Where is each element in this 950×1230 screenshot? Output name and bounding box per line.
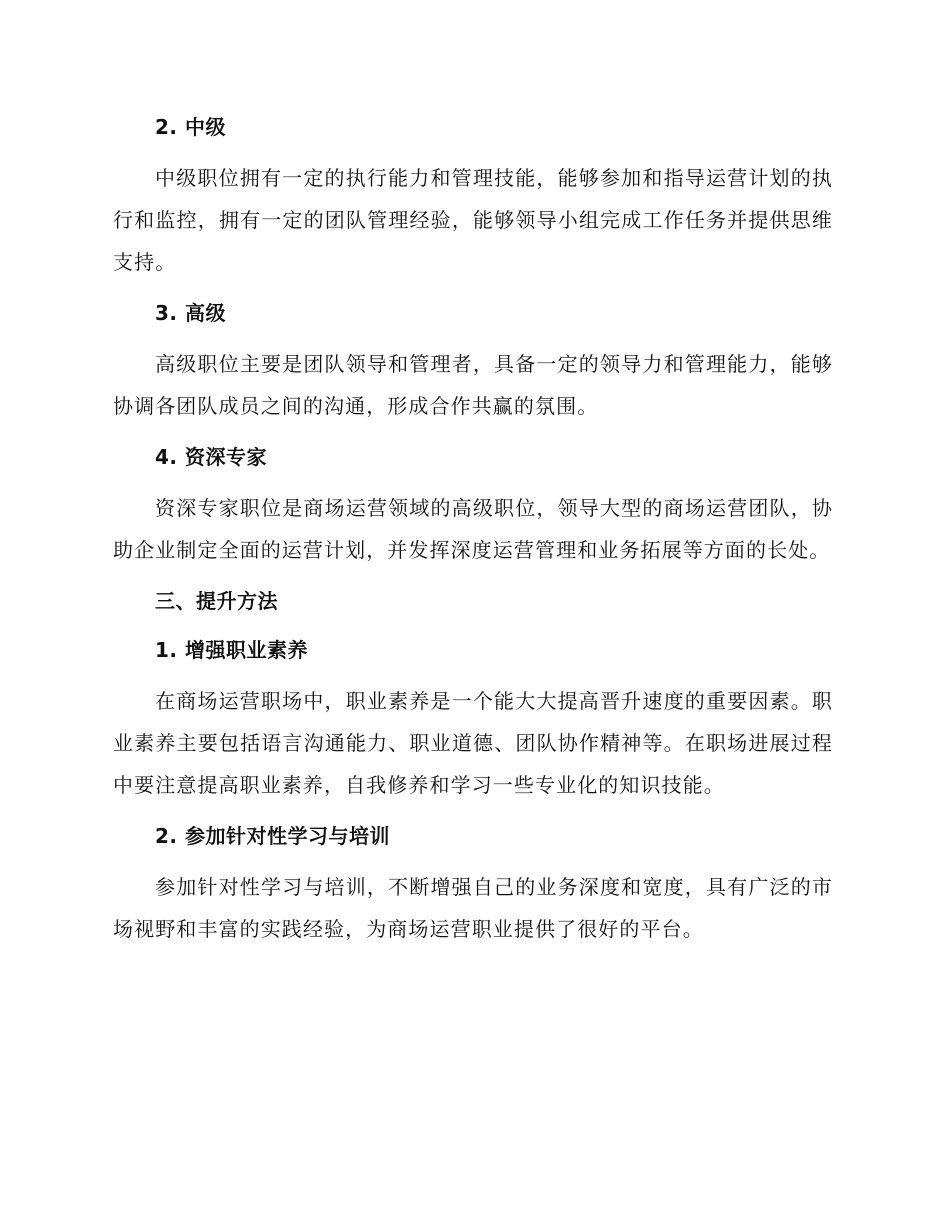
chapter-heading: 三、提升方法 [155,589,278,613]
section-paragraph-intermediate: 中级职位拥有一定的执行能力和管理技能，能够参加和指导运营计划的执行和监控，拥有一定的团队管理经验，能够领导小组完成工作任务并提供思维支持。 [113,166,833,274]
section-heading-senior: 3. 高级 [155,301,226,325]
section-heading-intermediate: 2. 中级 [155,115,226,139]
method-heading-training: 2. 参加针对性学习与培训 [155,824,390,848]
section-paragraph-expert: 资深专家职位是商场运营领域的高级职位，领导大型的商场运营团队，协助企业制定全面的运营计划，并发挥深度运营管理和业务拓展等方面的长处。 [113,496,833,562]
method-heading-professionalism: 1. 增强职业素养 [155,638,308,662]
method-paragraph-professionalism: 在商场运营职场中，职业素养是一个能大大提高晋升速度的重要因素。职业素养主要包括语言沟通能力、职业道德、团队协作精神等。在职场进展过程中要注意提高职业素养，自我修养和学习一些专业化的知识技能。 [113,689,833,797]
section-paragraph-senior: 高级职位主要是团队领导和管理者，具备一定的领导力和管理能力，能够协调各团队成员之间的沟通，形成合作共赢的氛围。 [113,352,833,418]
section-heading-expert: 4. 资深专家 [155,445,267,469]
document-body [113,108,833,961]
method-paragraph-training: 参加针对性学习与培训，不断增强自己的业务深度和宽度，具有广泛的市场视野和丰富的实践经验，为商场运营职业提供了很好的平台。 [113,875,833,941]
